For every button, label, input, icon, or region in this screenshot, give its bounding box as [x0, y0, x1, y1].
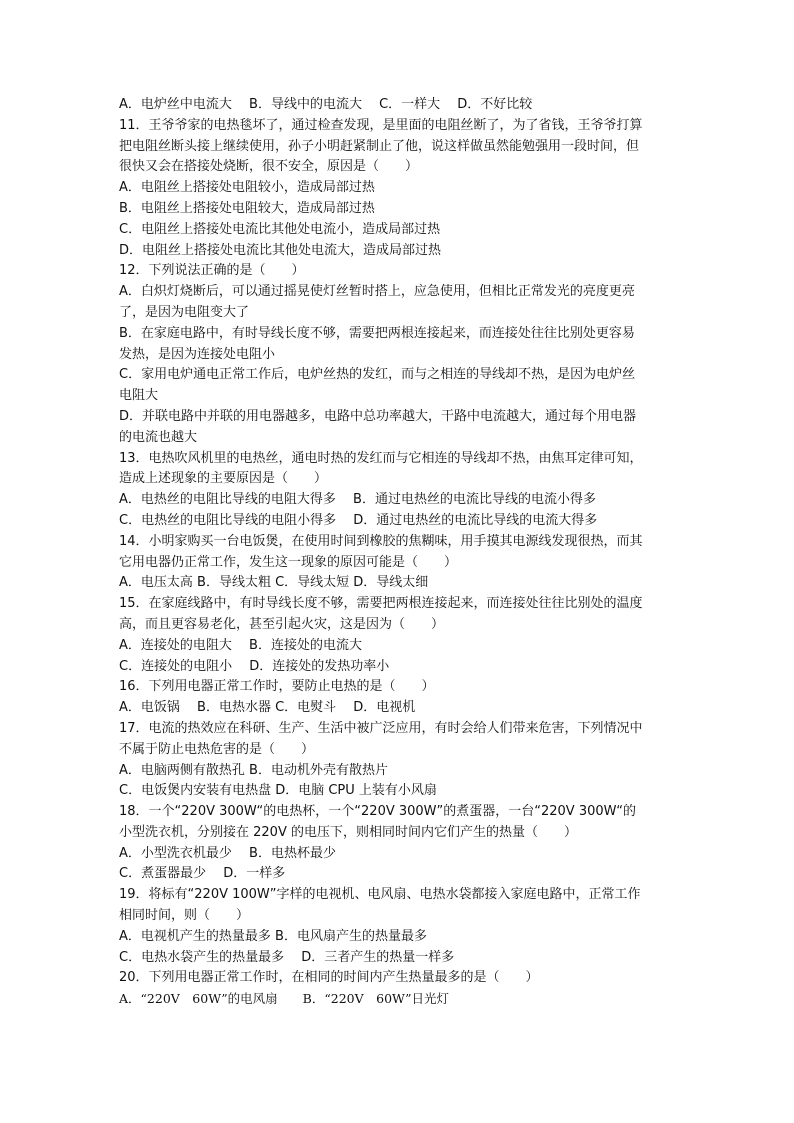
- text-line: A．电热丝的电阻比导线的电阻大得多 B．通过电热丝的电流比导线的电流小得多: [119, 492, 596, 508]
- text-line: A．电炉丝中电流大 B．导线中的电流大 C．一样大 D．不好比较: [119, 97, 533, 112]
- text-line: 18．一个“220V 300W“的电热杯，一个“220V 300W”的煮蛋器，一台“220V 300W“的: [119, 804, 637, 820]
- text-line: C．电饭煲内安装有电热盘 D．电脑 CPU 上装有小风扇: [119, 783, 437, 799]
- text-line: A．电脑两侧有散热孔 B．电动机外壳有散热片: [119, 762, 388, 778]
- text-line: 17．电流的热效应在科研、生产、生活中被广泛应用，有时会给人们带来危害，下列情况中: [119, 720, 643, 736]
- text-line: 小型洗衣机，分别接在 220V 的电压下，则相同时间内它们产生的热量（ ）: [119, 824, 577, 840]
- text-line: 13．电热吹风机里的电热丝，通电时热的发红而与它相连的导线却不热，由焦耳定律可知，: [119, 450, 643, 466]
- text-line: A．白炽灯烧断后，可以通过摇晃使灯丝暂时搭上，应急使用，但相比正常发光的亮度更亮: [119, 284, 635, 300]
- text-line: 11．王爷爷家的电热毯坏了，通过检查发现，是里面的电阻丝断了，为了省钱，王爷爷打算: [119, 117, 643, 133]
- text-line: 相同时间，则（ ）: [119, 908, 250, 924]
- text-line: A．电视机产生的热量最多 B．电风扇产生的热量最多: [119, 928, 427, 944]
- text-line: B．电阻丝上搭接处电阻较大，造成局部过热: [119, 200, 375, 216]
- text-line: A．电饭锅 B．电热水器 C．电熨斗 D．电视机: [119, 700, 416, 716]
- text-line: B．在家庭电路中，有时导线长度不够，需要把两根连接起来，而连接处往往比别处更容易: [119, 325, 635, 341]
- question-page: [119, 95, 679, 1010]
- text-line: C．电阻丝上搭接处电流比其他处电流小，造成局部过热: [119, 221, 441, 237]
- text-line: D．电阻丝上搭接处电流比其他处电流大，造成局部过热: [119, 242, 442, 258]
- text-line: 20．下列用电器正常工作时，在相同的时间内产生热量最多的是（ ）: [119, 970, 539, 986]
- text-line: 的电流也越大: [119, 429, 198, 445]
- text-line: 造成上述现象的主要原因是（ ）: [119, 471, 328, 487]
- text-line: C．煮蛋器最少 D．一样多: [119, 866, 286, 882]
- text-line: 12．下列说法正确的是（ ）: [119, 263, 305, 279]
- text-line: 发热，是因为连接处电阻小: [119, 346, 276, 362]
- text-line: 不属于防止电热危害的是（ ）: [119, 741, 315, 757]
- text-line: A．“220V 60W”的电风扇 B．“220V 60W”日光灯: [119, 991, 450, 1007]
- text-line: C．家用电炉通电正常工作后，电炉丝热的发红，而与之相连的导线却不热，是因为电炉丝: [119, 367, 636, 383]
- text-line: C．电热丝的电阻比导线的电阻小得多 D．通过电热丝的电流比导线的电流大得多: [119, 512, 598, 528]
- text-line: 电阻大: [119, 388, 159, 404]
- text-line: C．电热水袋产生的热量最多 D．三者产生的热量一样多: [119, 949, 455, 965]
- text-line: 很快又会在搭接处烧断，很不安全，原因是（ ）: [119, 159, 419, 175]
- text-line: 高，而且更容易老化，甚至引起火灾，这是因为（ ）: [119, 616, 445, 632]
- text-line: 16．下列用电器正常工作时，要防止电热的是（ ）: [119, 679, 435, 695]
- text-line: 15．在家庭线路中，有时导线长度不够，需要把两根连接起来，而连接处往往比别处的温度: [119, 596, 643, 612]
- text-line: A．连接处的电阻大 B．连接处的电流大: [119, 637, 362, 653]
- text-line: 了，是因为电阻变大了: [119, 304, 250, 320]
- text-line: A．小型洗衣机最少 B．电热杯最少: [119, 845, 336, 861]
- text-line: C．连接处的电阻小 D．连接处的发热功率小: [119, 658, 390, 674]
- text-line: A．电压太高 B．导线太粗 C．导线太短 D．导线太细: [119, 575, 429, 591]
- text-line: 14．小明家购买一台电饭煲，在使用时间到橡胶的焦糊味，用手摸其电源线发现很热，而其: [119, 533, 643, 549]
- text-line: A．电阻丝上搭接处电阻较小，造成局部过热: [119, 180, 375, 196]
- text-line: 把电阻丝断头接上继续使用，孙子小明赶紧制止了他，说这样做虽然能勉强用一段时间，但: [119, 138, 640, 154]
- text-line: 它用电器仍正常工作，发生这一现象的原因可能是（ ）: [119, 554, 458, 570]
- text-line: 19．将标有“220V 100W”字样的电视机、电风扇、电热水袋都接入家庭电路中，正常工作: [119, 887, 641, 903]
- text-line: D．并联电路中并联的用电器越多，电路中总功率越大，干路中电流越大，通过每个用电器: [119, 408, 637, 424]
